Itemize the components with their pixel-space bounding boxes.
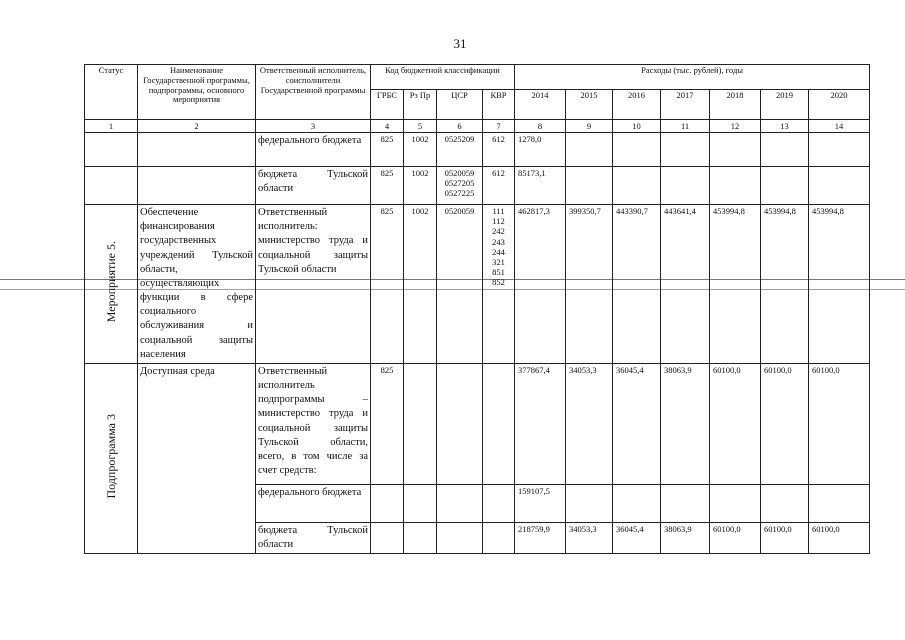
csr-cell: [437, 484, 483, 522]
header-year: 2014: [515, 90, 566, 120]
grbs-cell: 825: [371, 363, 404, 484]
value-cell: 85173,1: [515, 167, 566, 205]
value-cell: 159107,5: [515, 484, 566, 522]
value-cell: [613, 484, 661, 522]
column-number: 7: [483, 120, 515, 133]
column-number: 2: [138, 120, 256, 133]
column-number: 14: [809, 120, 870, 133]
grbs-cell: 825: [371, 205, 404, 364]
value-cell: [661, 167, 710, 205]
status-label: Мероприятие 5.: [103, 240, 118, 323]
value-cell: 38063,9: [661, 363, 710, 484]
responsible-cell: бюджета Тульской области: [256, 522, 371, 553]
status-cell-empty: [85, 167, 138, 205]
column-number: 1: [85, 120, 138, 133]
page-number: 31: [453, 36, 467, 51]
value-cell: [710, 167, 761, 205]
column-number: 6: [437, 120, 483, 133]
header-responsible: Ответственный исполнитель, соисполнители Государственной программы: [256, 65, 371, 120]
column-number: 13: [761, 120, 809, 133]
kvr-cell: [483, 363, 515, 484]
header-kvr: КВР: [483, 90, 515, 120]
value-cell: 453994,8: [761, 205, 809, 364]
kvr-cell: 111 112 242 243 244 321 851 852: [483, 205, 515, 364]
status-cell-empty: [85, 133, 138, 167]
column-number: 3: [256, 120, 371, 133]
value-cell: 38063,9: [661, 522, 710, 553]
value-cell: [761, 484, 809, 522]
csr-cell: 0520059 0527205 0527225: [437, 167, 483, 205]
value-cell: 36045,4: [613, 522, 661, 553]
column-number: 10: [613, 120, 661, 133]
kvr-cell: [483, 522, 515, 553]
value-cell: 60100,0: [710, 522, 761, 553]
responsible-cell: Ответственный исполнитель подпрограммы – министерство труда и социальной защиты Тульской области, всего, в том числе за счет средств:: [256, 363, 371, 484]
value-cell: 399350,7: [566, 205, 613, 364]
header-csr: ЦСР: [437, 90, 483, 120]
rzpr-cell: [404, 484, 437, 522]
value-cell: [809, 484, 870, 522]
status-label: Подпрограмма 3: [103, 413, 118, 499]
header-year: 2020: [809, 90, 870, 120]
header-status: Статус: [85, 65, 138, 120]
column-number: 5: [404, 120, 437, 133]
name-cell-empty: [138, 133, 256, 167]
status-cell: [85, 363, 138, 553]
value-cell: 1278,0: [515, 133, 566, 167]
rzpr-cell: [404, 363, 437, 484]
name-cell-empty: [138, 167, 256, 205]
header-budget-code: Код бюджетной классификации: [371, 65, 515, 90]
value-cell: 36045,4: [613, 363, 661, 484]
rzpr-cell: 1002: [404, 133, 437, 167]
csr-cell: 0520059: [437, 205, 483, 364]
csr-cell: [437, 363, 483, 484]
grbs-cell: 825: [371, 167, 404, 205]
header-name: Наименование Государственной программы, подпрограммы, основного мероприятия: [138, 65, 256, 120]
value-cell: [761, 133, 809, 167]
value-cell: 462817,3: [515, 205, 566, 364]
value-cell: 453994,8: [710, 205, 761, 364]
value-cell: [566, 167, 613, 205]
value-cell: 60100,0: [710, 363, 761, 484]
responsible-cell: федерального бюджета: [256, 133, 371, 167]
value-cell: 60100,0: [761, 363, 809, 484]
column-number: 12: [710, 120, 761, 133]
header-year: 2017: [661, 90, 710, 120]
responsible-cell: бюджета Тульской области: [256, 167, 371, 205]
value-cell: [566, 133, 613, 167]
header-year: 2019: [761, 90, 809, 120]
value-cell: [566, 484, 613, 522]
csr-cell: [437, 522, 483, 553]
grbs-cell: 825: [371, 133, 404, 167]
rzpr-cell: 1002: [404, 205, 437, 364]
value-cell: 60100,0: [761, 522, 809, 553]
grbs-cell: [371, 484, 404, 522]
value-cell: [710, 484, 761, 522]
rzpr-cell: 1002: [404, 167, 437, 205]
header-grbs: ГРБС: [371, 90, 404, 120]
value-cell: 34053,3: [566, 522, 613, 553]
header-year: 2015: [566, 90, 613, 120]
value-cell: 34053,3: [566, 363, 613, 484]
responsible-cell: Ответственный исполнитель: министерство труда и социальной защиты Тульской области: [256, 205, 371, 364]
value-cell: [809, 167, 870, 205]
value-cell: 453994,8: [809, 205, 870, 364]
budget-table: [84, 64, 870, 554]
value-cell: 60100,0: [809, 363, 870, 484]
header-year: 2018: [710, 90, 761, 120]
value-cell: [710, 133, 761, 167]
value-cell: [613, 167, 661, 205]
column-number: 8: [515, 120, 566, 133]
value-cell: [761, 167, 809, 205]
column-number: 11: [661, 120, 710, 133]
header-rzpr: Рз Пр: [404, 90, 437, 120]
header-year: 2016: [613, 90, 661, 120]
value-cell: 443641,4: [661, 205, 710, 364]
name-cell: Обеспечение финансирования государственных учреждений Тульской области, осуществляющих функции в сфере социального обслуживания и социальной защиты населения: [138, 205, 256, 364]
status-cell: [85, 205, 138, 364]
column-number: 4: [371, 120, 404, 133]
responsible-cell: федерального бюджета: [256, 484, 371, 522]
kvr-cell: 612: [483, 133, 515, 167]
value-cell: [661, 133, 710, 167]
name-cell: Доступная среда: [138, 363, 256, 553]
column-number: 9: [566, 120, 613, 133]
value-cell: 443390,7: [613, 205, 661, 364]
value-cell: [613, 133, 661, 167]
value-cell: 218759,9: [515, 522, 566, 553]
value-cell: 60100,0: [809, 522, 870, 553]
kvr-cell: [483, 484, 515, 522]
csr-cell: 0525209: [437, 133, 483, 167]
kvr-cell: 612: [483, 167, 515, 205]
value-cell: [661, 484, 710, 522]
header-expenses: Расходы (тыс. рублей), годы: [515, 65, 870, 90]
rzpr-cell: [404, 522, 437, 553]
value-cell: [809, 133, 870, 167]
value-cell: 377867,4: [515, 363, 566, 484]
grbs-cell: [371, 522, 404, 553]
